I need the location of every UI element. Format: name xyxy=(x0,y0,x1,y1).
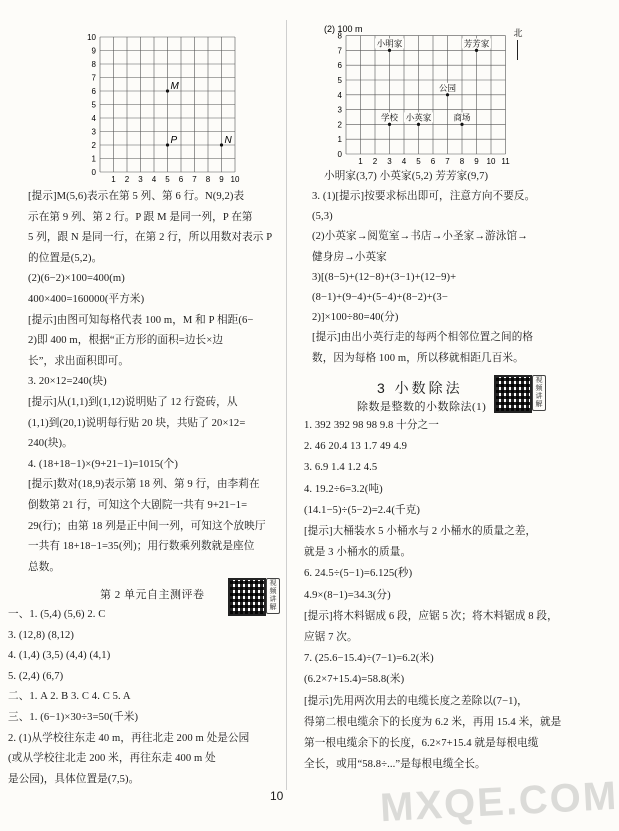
text-line: 1. 392 392 98 98 9.8 十分之一 xyxy=(304,420,439,431)
text-line: 2)]×100÷80=40(分) xyxy=(312,312,399,324)
place-label: 小英家 xyxy=(405,112,432,123)
x-tick-label: 1 xyxy=(358,157,363,166)
y-tick-label: 0 xyxy=(91,168,96,177)
x-tick-label: 4 xyxy=(151,175,157,184)
y-tick-label: 1 xyxy=(91,154,96,164)
x-tick-label: 7 xyxy=(445,157,450,166)
text-line: 3. (12,8) (8,12) xyxy=(8,629,75,641)
text-line: [提示]大桶装水 5 小桶水与 2 小桶水的质量之差， xyxy=(304,526,537,537)
y-tick-label: 3 xyxy=(91,127,96,137)
y-tick-label: 5 xyxy=(337,76,342,85)
y-tick-label: 7 xyxy=(91,73,96,83)
text-line: [提示]数对(18,9)表示第 18 列、第 9 行，由李莉在 xyxy=(28,479,260,491)
watermark: MXQE.COM xyxy=(378,773,619,831)
text-line: 数，因为每格 100 m，所以移就相距几百米。 xyxy=(312,352,524,364)
text-line: 5. (2,4) (6,7) xyxy=(8,670,64,682)
point-marker xyxy=(166,89,169,92)
point-label: P xyxy=(170,135,178,146)
text-line: 健身房→小英家 xyxy=(312,251,387,263)
place-label: 小明家 xyxy=(376,38,403,49)
text-line: 得第二根电缆余下的长度为 6.2 米，再用 15.4 米，就是 xyxy=(304,716,562,728)
text-line: (1,1)到(20,1)说明每行贴 20 块，共贴了 20×12= xyxy=(28,417,246,429)
x-tick-label: 11 xyxy=(501,157,510,166)
text-line: (5,3) xyxy=(312,211,333,223)
y-tick-label: 4 xyxy=(337,90,342,100)
text-line: 4.9×(8−1)=34.3(分) xyxy=(304,589,391,601)
y-tick-label: 9 xyxy=(91,46,96,56)
place-label: 芳芳家 xyxy=(463,38,490,49)
text-line: (8−1)+(9−4)+(5−4)+(8−2)+(3− xyxy=(312,292,448,303)
y-tick-label: 8 xyxy=(91,60,96,69)
x-tick-label: 2 xyxy=(372,157,378,166)
x-tick-label: 10 xyxy=(486,157,496,166)
qr-label: 视频讲解 xyxy=(266,578,280,614)
text-line: 5 列，跟 N 是同一行，在第 2 行，所以用数对表示 P xyxy=(28,232,273,244)
x-tick-label: 3 xyxy=(387,157,392,166)
text-line: 3. 20×12=240(块) xyxy=(28,376,107,388)
unit-test-title: 第 2 单元自主测评卷 xyxy=(100,589,205,601)
qr-code-icon[interactable] xyxy=(228,578,266,616)
qr-label: 视频讲解 xyxy=(532,375,546,411)
y-tick-label: 2 xyxy=(337,120,342,130)
place-marker xyxy=(388,49,391,52)
north-label: 北 xyxy=(513,28,523,38)
place-marker xyxy=(475,49,478,52)
place-marker xyxy=(388,123,391,126)
x-tick-label: 8 xyxy=(459,157,465,166)
column-divider xyxy=(286,20,287,790)
text-line: 3. 6.9 1.4 1.2 4.5 xyxy=(304,462,378,474)
y-tick-label: 6 xyxy=(91,87,96,96)
y-tick-label: 6 xyxy=(337,61,342,71)
x-tick-label: 5 xyxy=(416,157,421,166)
x-tick-label: 1 xyxy=(111,175,116,184)
text-line: [提示]M(5,6)表示在第 5 列、第 6 行。N(9,2)表 xyxy=(28,191,245,202)
text-line: 是公园)，具体位置是(7,5)。 xyxy=(8,773,140,785)
coordinate-grid-left xyxy=(80,22,260,202)
subsection-title: 除数是整数的小数除法(1) xyxy=(357,401,487,413)
coordinate-grid-right xyxy=(324,22,554,172)
point-label: N xyxy=(224,135,232,146)
text-line: [提示]由图可知每格代表 100 m，M 和 P 相距(6− xyxy=(28,314,254,326)
text-line: [提示]由出小英行走的每两个相邻位置之间的格 xyxy=(312,332,534,344)
text-line: 29(行)；由第 18 列是正中间一列，可知这个放映厅 xyxy=(28,520,266,532)
text-line: 7. (25.6−15.4)÷(7−1)=6.2(米) xyxy=(304,653,434,665)
text-line: [提示]将木料锯成 6 段，应锯 5 次；将木料锯成 8 段， xyxy=(304,610,558,622)
text-line: 长”，求出面积即可。 xyxy=(28,355,130,367)
text-line: 240(块)。 xyxy=(28,438,73,450)
x-tick-label: 6 xyxy=(430,157,436,166)
text-line: (或从学校往北走 200 米，再往东走 400 m 处 xyxy=(8,753,216,765)
x-tick-label: 10 xyxy=(230,175,240,184)
y-tick-label: 3 xyxy=(337,105,342,115)
y-tick-label: 7 xyxy=(337,46,342,56)
y-tick-label: 0 xyxy=(337,150,342,159)
text-line: 4. (1,4) (3,5) (4,4) (4,1) xyxy=(8,650,111,662)
x-tick-label: 5 xyxy=(165,175,170,184)
x-tick-label: 2 xyxy=(124,175,130,184)
text-line: (6.2×7+15.4)=58.8(米) xyxy=(304,674,405,686)
text-line: 3)[(8−5)+(12−8)+(3−1)+(12−9)+ xyxy=(312,271,457,283)
text-line: 一共有 18+18−1=35(列)；用行数乘列数就是座位 xyxy=(28,541,255,553)
text-line: 应锯 7 次。 xyxy=(304,632,358,643)
text-line: 倒数第 21 行，可知这个大剧院一共有 9+21−1= xyxy=(28,500,248,511)
point-label: M xyxy=(170,81,179,92)
text-line: 2)即 400 m，根据“正方形的面积=边长×边 xyxy=(28,335,224,347)
place-marker xyxy=(417,123,420,126)
x-tick-label: 9 xyxy=(219,175,224,184)
place-label: 学校 xyxy=(380,112,399,123)
text-line: 6. 24.5÷(5−1)=6.125(秒) xyxy=(304,568,413,580)
text-line: 4. (18+18−1)×(9+21−1)=1015(个) xyxy=(28,458,178,470)
x-tick-label: 6 xyxy=(178,175,184,184)
text-line: 3. (1)[提示]按要求标出即可，注意方向不要反。 xyxy=(312,191,536,202)
text-line: 2. 46 20.4 13 1.7 49 4.9 xyxy=(304,441,408,453)
text-line: 总数。 xyxy=(28,561,61,573)
place-marker xyxy=(460,123,463,126)
place-label: 商场 xyxy=(453,112,471,123)
x-tick-label: 4 xyxy=(401,157,407,166)
text-line: 一、1. (5,4) (5,6) 2. C xyxy=(8,609,106,620)
text-line: (14.1−5)÷(5−2)=2.4(千克) xyxy=(304,504,420,516)
x-tick-label: 3 xyxy=(138,175,143,184)
point-marker xyxy=(166,143,169,146)
text-line: 三、1. (6−1)×30÷3=50(千米) xyxy=(8,712,139,723)
text-line: 全长，或用“58.8÷...”是每根电缆全长。 xyxy=(304,759,486,771)
text-line: 4. 19.2÷6=3.2(吨) xyxy=(304,483,383,495)
place-marker xyxy=(446,93,449,96)
y-tick-label: 8 xyxy=(337,31,342,41)
text-line: 第一根电缆余下的长度，6.2×7+15.4 就是每根电缆 xyxy=(304,738,539,749)
text-line: (2)小英家→阅览室→书店→小圣家→游泳馆→ xyxy=(312,231,528,243)
text-line: 400×400=160000(平方米) xyxy=(28,294,145,305)
y-tick-label: 4 xyxy=(91,114,96,123)
x-tick-label: 8 xyxy=(205,175,211,184)
text-line: (2)(6−2)×100=400(m) xyxy=(28,273,125,285)
house-coordinates: 小明家(3,7) 小英家(5,2) 芳芳家(9,7) xyxy=(324,171,489,182)
point-marker xyxy=(220,143,223,146)
text-line: 就是 3 小桶水的质量。 xyxy=(304,547,412,559)
text-line: [提示]从(1,1)到(1,12)说明贴了 12 行瓷砖，从 xyxy=(28,397,238,408)
scale-label: (2) 100 m xyxy=(324,24,363,34)
x-tick-label: 9 xyxy=(474,157,479,166)
text-line: 示在第 9 列、第 2 行。P 跟 M 是同一列，P 在第 xyxy=(28,211,253,223)
text-line: [提示]先用两次用去的电缆长度之差除以(7−1)， xyxy=(304,695,528,707)
section-title: 3 小数除法 xyxy=(377,380,463,396)
qr-code-icon[interactable] xyxy=(494,375,532,413)
y-tick-label: 5 xyxy=(91,100,96,110)
x-tick-label: 7 xyxy=(192,175,197,184)
y-tick-label: 10 xyxy=(87,33,96,42)
page-number: 10 xyxy=(270,789,284,803)
text-line: 2. (1)从学校往东走 40 m，再往北走 200 m 处是公园 xyxy=(8,732,250,744)
y-tick-label: 2 xyxy=(91,141,96,150)
text-line: 二、1. A 2. B 3. C 4. C 5. A xyxy=(8,691,131,703)
place-label: 公园 xyxy=(438,82,457,93)
text-line: 的位置是(5,2)。 xyxy=(28,252,103,264)
y-tick-label: 1 xyxy=(337,135,342,145)
